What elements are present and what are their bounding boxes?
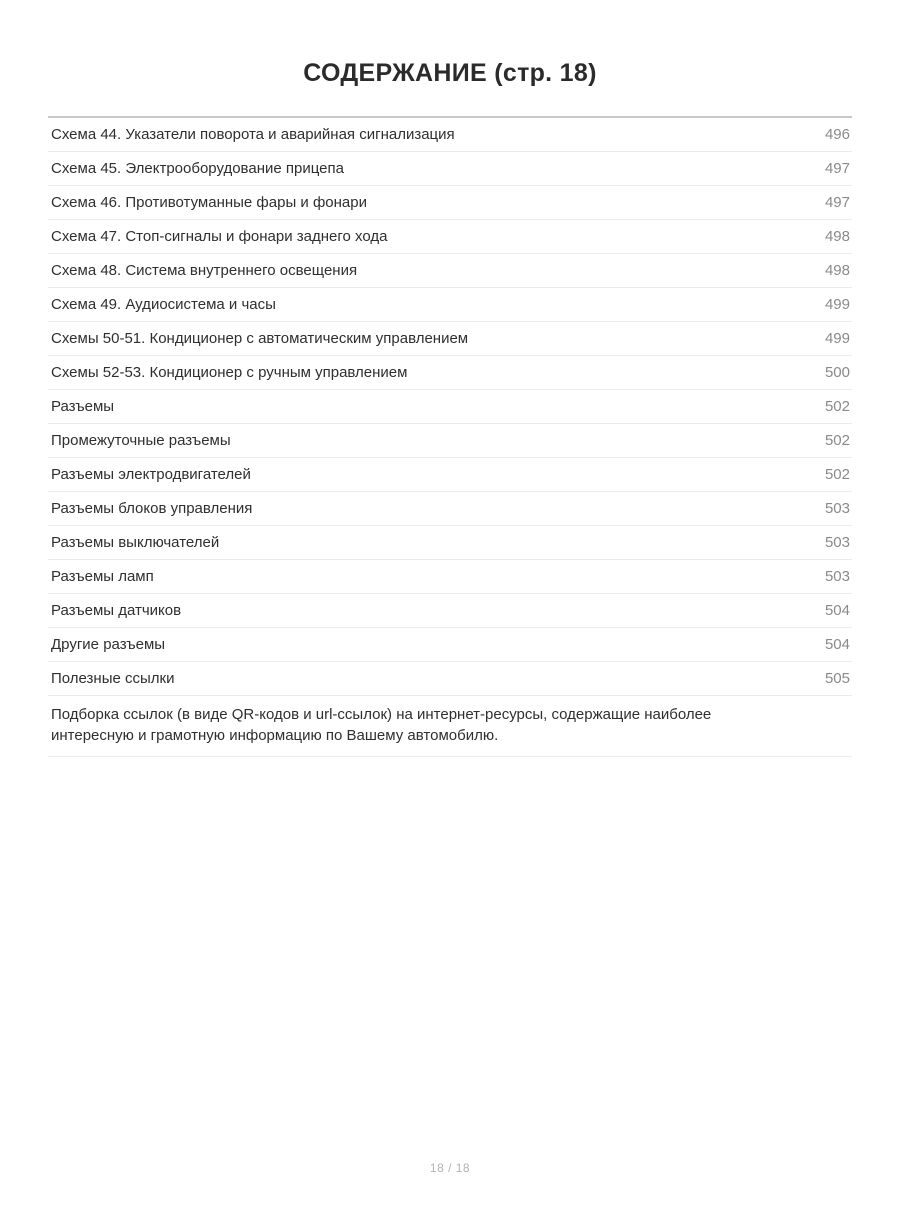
toc-entry-page-number: 503 <box>824 533 850 551</box>
page-number-indicator: 18 / 18 <box>429 1160 471 1175</box>
toc-entry-page-number: 499 <box>824 329 850 347</box>
document-page <box>0 17 900 1217</box>
toc-entry-row[interactable] <box>48 152 852 186</box>
toc-entry-row[interactable] <box>48 254 852 288</box>
toc-entry-row[interactable] <box>48 390 852 424</box>
toc-entry-title: Схема 46. Противотуманные фары и фонари <box>51 193 367 211</box>
toc-entry-row[interactable] <box>48 424 852 458</box>
toc-entry-title: Другие разъемы <box>51 635 166 653</box>
toc-entry-row[interactable] <box>48 628 852 662</box>
toc-entry-title: Схемы 52-53. Кондиционер с ручным управлением <box>51 363 408 381</box>
toc-entry-page-number: 497 <box>824 159 850 177</box>
toc-entry-title: Разъемы <box>51 397 115 415</box>
page-footer <box>0 1159 900 1177</box>
toc-entry-page-number: 502 <box>824 397 850 415</box>
toc-entry-row[interactable] <box>48 662 852 696</box>
toc-entry-title: Промежуточные разъемы <box>51 431 231 449</box>
toc-entry-title: Схема 49. Аудиосистема и часы <box>51 295 276 313</box>
toc-entry-title: Схема 47. Стоп-сигналы и фонари заднего хода <box>51 227 388 245</box>
toc-entry-row[interactable] <box>48 356 852 390</box>
toc-entry-title: Схема 44. Указатели поворота и аварийная сигнализация <box>51 125 455 143</box>
toc-entry-page-number: 499 <box>824 295 850 313</box>
toc-entry-page-number: 502 <box>824 465 850 483</box>
toc-entry-page-number: 505 <box>824 669 850 687</box>
toc-note-row <box>48 696 852 758</box>
toc-entry-row[interactable] <box>48 186 852 220</box>
toc-entry-title: Схемы 50-51. Кондиционер с автоматическим управлением <box>51 329 469 347</box>
page-title: СОДЕРЖАНИЕ (стр. 18) <box>303 58 597 87</box>
toc-entry-row[interactable] <box>48 458 852 492</box>
toc-entry-row[interactable] <box>48 322 852 356</box>
toc-entry-title: Полезные ссылки <box>51 669 175 687</box>
toc-entry-page-number: 502 <box>824 431 850 449</box>
toc-entry-page-number: 500 <box>824 363 850 381</box>
toc-entry-list <box>48 118 852 696</box>
toc-entry-title: Схема 45. Электрооборудование прицепа <box>51 159 344 177</box>
toc-entry-row[interactable] <box>48 220 852 254</box>
toc-entry-page-number: 498 <box>824 227 850 245</box>
toc-entry-title: Схема 48. Система внутреннего освещения <box>51 261 358 279</box>
toc-entry-row[interactable] <box>48 288 852 322</box>
toc-entry-page-number: 497 <box>824 193 850 211</box>
toc-entry-page-number: 503 <box>824 499 850 517</box>
toc-entry-page-number: 504 <box>824 635 850 653</box>
toc-entry-page-number: 498 <box>824 261 850 279</box>
toc-entry-row[interactable] <box>48 560 852 594</box>
toc-entry-title: Разъемы датчиков <box>51 601 182 619</box>
toc-entry-title: Разъемы электродвигателей <box>51 465 251 483</box>
toc-note-text: Подборка ссылок (в виде QR-кодов и url-ссылок) на интернет-ресурсы, содержащие наиболее интересную и грамотную информацию по Вашему автомобилю. <box>51 705 712 745</box>
toc-entry-row[interactable] <box>48 594 852 628</box>
toc-entry-row[interactable] <box>48 526 852 560</box>
toc-entry-title: Разъемы блоков управления <box>51 499 253 517</box>
toc-entry-row[interactable] <box>48 118 852 152</box>
toc-entry-row[interactable] <box>48 492 852 526</box>
toc-entry-page-number: 496 <box>824 125 850 143</box>
toc-entry-title: Разъемы ламп <box>51 567 154 585</box>
toc-entry-page-number: 503 <box>824 567 850 585</box>
toc-entry-page-number: 504 <box>824 601 850 619</box>
toc-entry-title: Разъемы выключателей <box>51 533 220 551</box>
table-of-contents <box>48 116 852 758</box>
